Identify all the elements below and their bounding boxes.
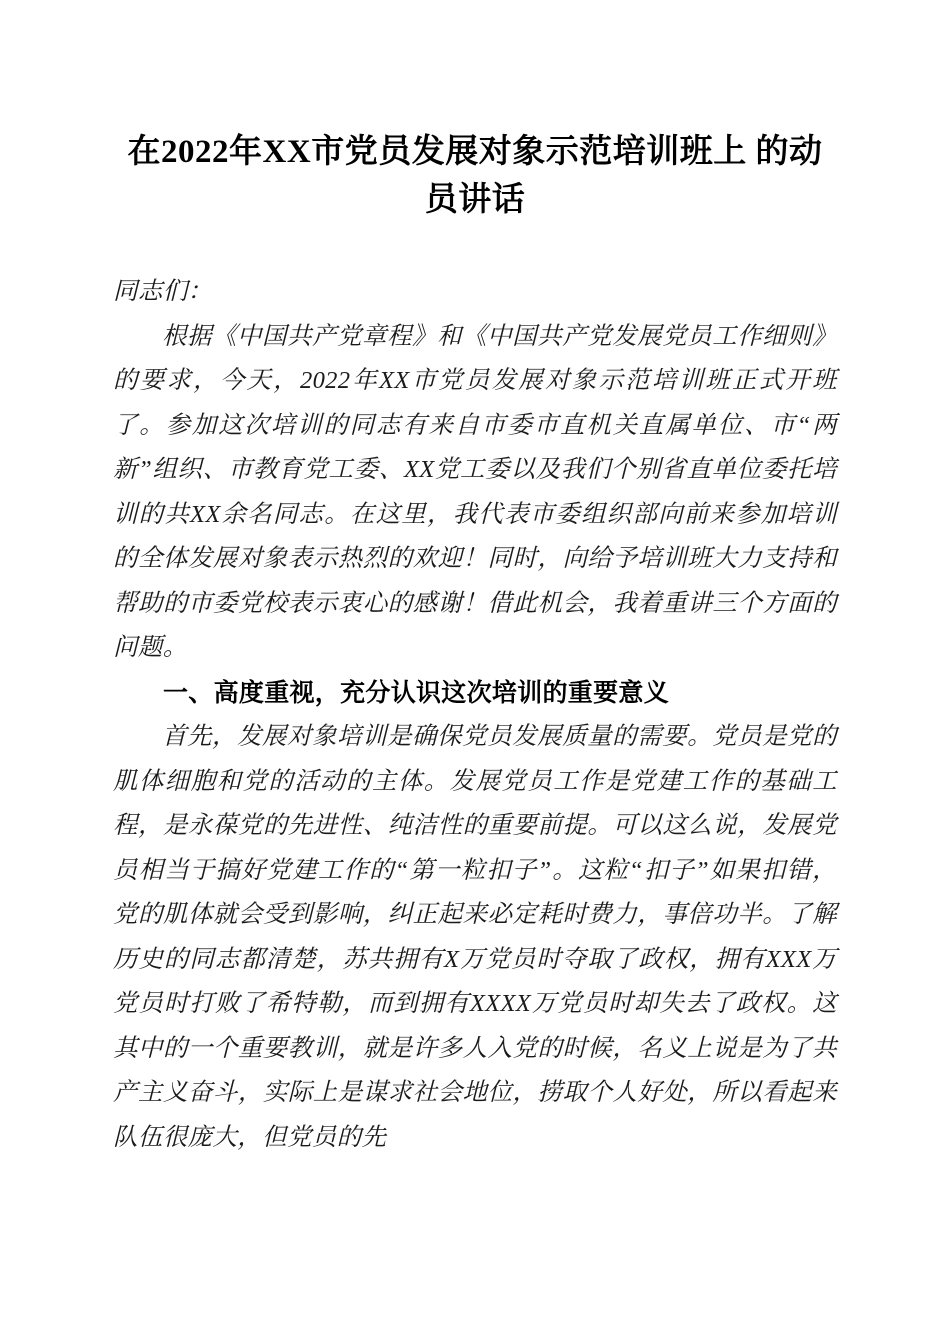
page-title-line-1: 在2022年XX市党员发展对象示范培训班上 [127,134,747,170]
salutation: 同志们： [113,278,213,305]
page-title-line-2: 的动员讲话 [424,134,823,218]
paragraph-section-1-body: 首先，发展对象培训是确保党员发展质量的需要。党员是党的肌体细胞和党的活动的主体。发展党员工作是党建工作的基础工程，是永葆党的先进性、纯洁性的重要前提。可以这么说，发展党员相当于搞好党建工作的“第一粒扣子”。这粒“扣子”如果扣错，党的肌体就会受到影响，纠正起来必定耗时费力，事倍功半。了解历史的同志都清楚，苏共拥有X万党员时夺取了政权，拥有XXX万党员时打败了希特勒，而到拥有XXXX万党员时却失去了政权。这其中的一个重要教训，就是许多人入党的时候，名义上说是为了共产主义奋斗，实际上是谋求社会地位，捞取个人好处，所以看起来队伍很庞大，但党员的先 [113,723,837,1151]
page-title [113,0,837,224]
document-body [113,270,837,1160]
paragraph-intro: 根据《中国共产党章程》和《中国共产党发展党员工作细则》的要求，今天，2022年XX市党员发展对象示范培训班正式开班了。参加这次培训的同志有来自市委市直机关直属单位、市“两新”组织、市教育党工委、XX党工委以及我们个别省直单位委托培训的共XX余名同志。在这里，我代表市委组织部向前来参加培训的全体发展对象表示热烈的欢迎！同时，向给予培训班大力支持和帮助的市委党校表示衷心的感谢！借此机会，我着重讲三个方面的问题。 [113,322,837,661]
document-content [113,0,837,1160]
section-heading-1: 一、高度重视，充分认识这次培训的重要意义 [163,678,670,707]
